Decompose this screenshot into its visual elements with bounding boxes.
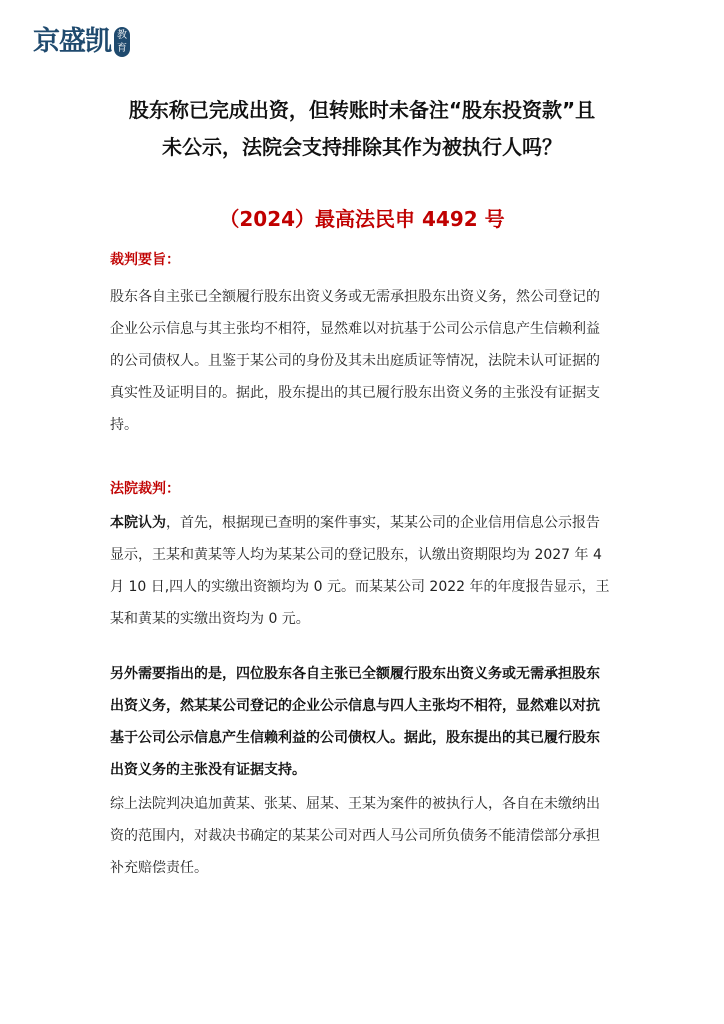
bold-lead: 本院认为 xyxy=(110,515,166,531)
ruling-heading: 法院裁判： xyxy=(110,481,180,497)
text-line: 综上法院判决追加黄某、张某、屈某、王某为案件的被执行人，各自在未缴纳出 xyxy=(110,796,600,812)
logo-badge-char: 教 xyxy=(117,30,127,41)
ruling-paragraph-1 xyxy=(110,507,620,635)
text-line: 显示，王某和黄某等人均为某某公司的登记股东，认缴出资期限均为 2027 年 4 xyxy=(110,547,602,563)
text-line: 另外需要指出的是，四位股东各自主张已全额履行股东出资义务或无需承担股东 xyxy=(110,666,600,682)
text-line: 某和黄某的实缴出资均为 0 元。 xyxy=(110,611,310,627)
logo xyxy=(33,27,130,57)
text-line xyxy=(110,507,620,539)
gist-paragraph xyxy=(110,281,620,441)
logo-badge xyxy=(114,27,130,57)
ruling-paragraph-2 xyxy=(110,658,620,786)
ruling-paragraph-3 xyxy=(110,788,620,884)
text-line: 的公司债权人。且鉴于某公司的身份及其未出庭质证等情况，法院未认可证据的 xyxy=(110,353,600,369)
text-line: 出资义务的主张没有证据支持。 xyxy=(110,762,306,778)
title-line: 未公示，法院会支持排除其作为被执行人吗？ xyxy=(162,135,562,159)
text-line: 月 10 日,四人的实缴出资额均为 0 元。而某某公司 2022 年的年度报告显示，王 xyxy=(110,579,610,595)
text-line: 出资义务，然某某公司登记的企业公示信息与四人主张均不相符，显然难以对抗 xyxy=(110,698,600,714)
text-run: ，首先，根据现已查明的案件事实，某某公司的企业信用信息公示报告 xyxy=(166,515,600,531)
case-number: （2024）最高法民申 4492 号 xyxy=(219,207,505,231)
page-title xyxy=(0,92,724,166)
text-line: 持。 xyxy=(110,417,138,433)
gist-heading: 裁判要旨： xyxy=(110,252,180,268)
text-line: 股东各自主张已全额履行股东出资义务或无需承担股东出资义务，然公司登记的 xyxy=(110,289,600,305)
text-line: 企业公示信息与其主张均不相符，显然难以对抗基于公司公示信息产生信赖利益 xyxy=(110,321,600,337)
text-line: 补充赔偿责任。 xyxy=(110,860,208,876)
logo-badge-char: 育 xyxy=(117,43,127,54)
logo-text: 京盛凯 xyxy=(33,26,111,57)
title-line: 股东称已完成出资，但转账时未备注“股东投资款”且 xyxy=(128,98,596,122)
text-line: 真实性及证明目的。据此，股东提出的其已履行股东出资义务的主张没有证据支 xyxy=(110,385,600,401)
text-line: 资的范围内，对裁决书确定的某某公司对西人马公司所负债务不能清偿部分承担 xyxy=(110,828,600,844)
text-line: 基于公司公示信息产生信赖利益的公司债权人。据此，股东提出的其已履行股东 xyxy=(110,730,600,746)
